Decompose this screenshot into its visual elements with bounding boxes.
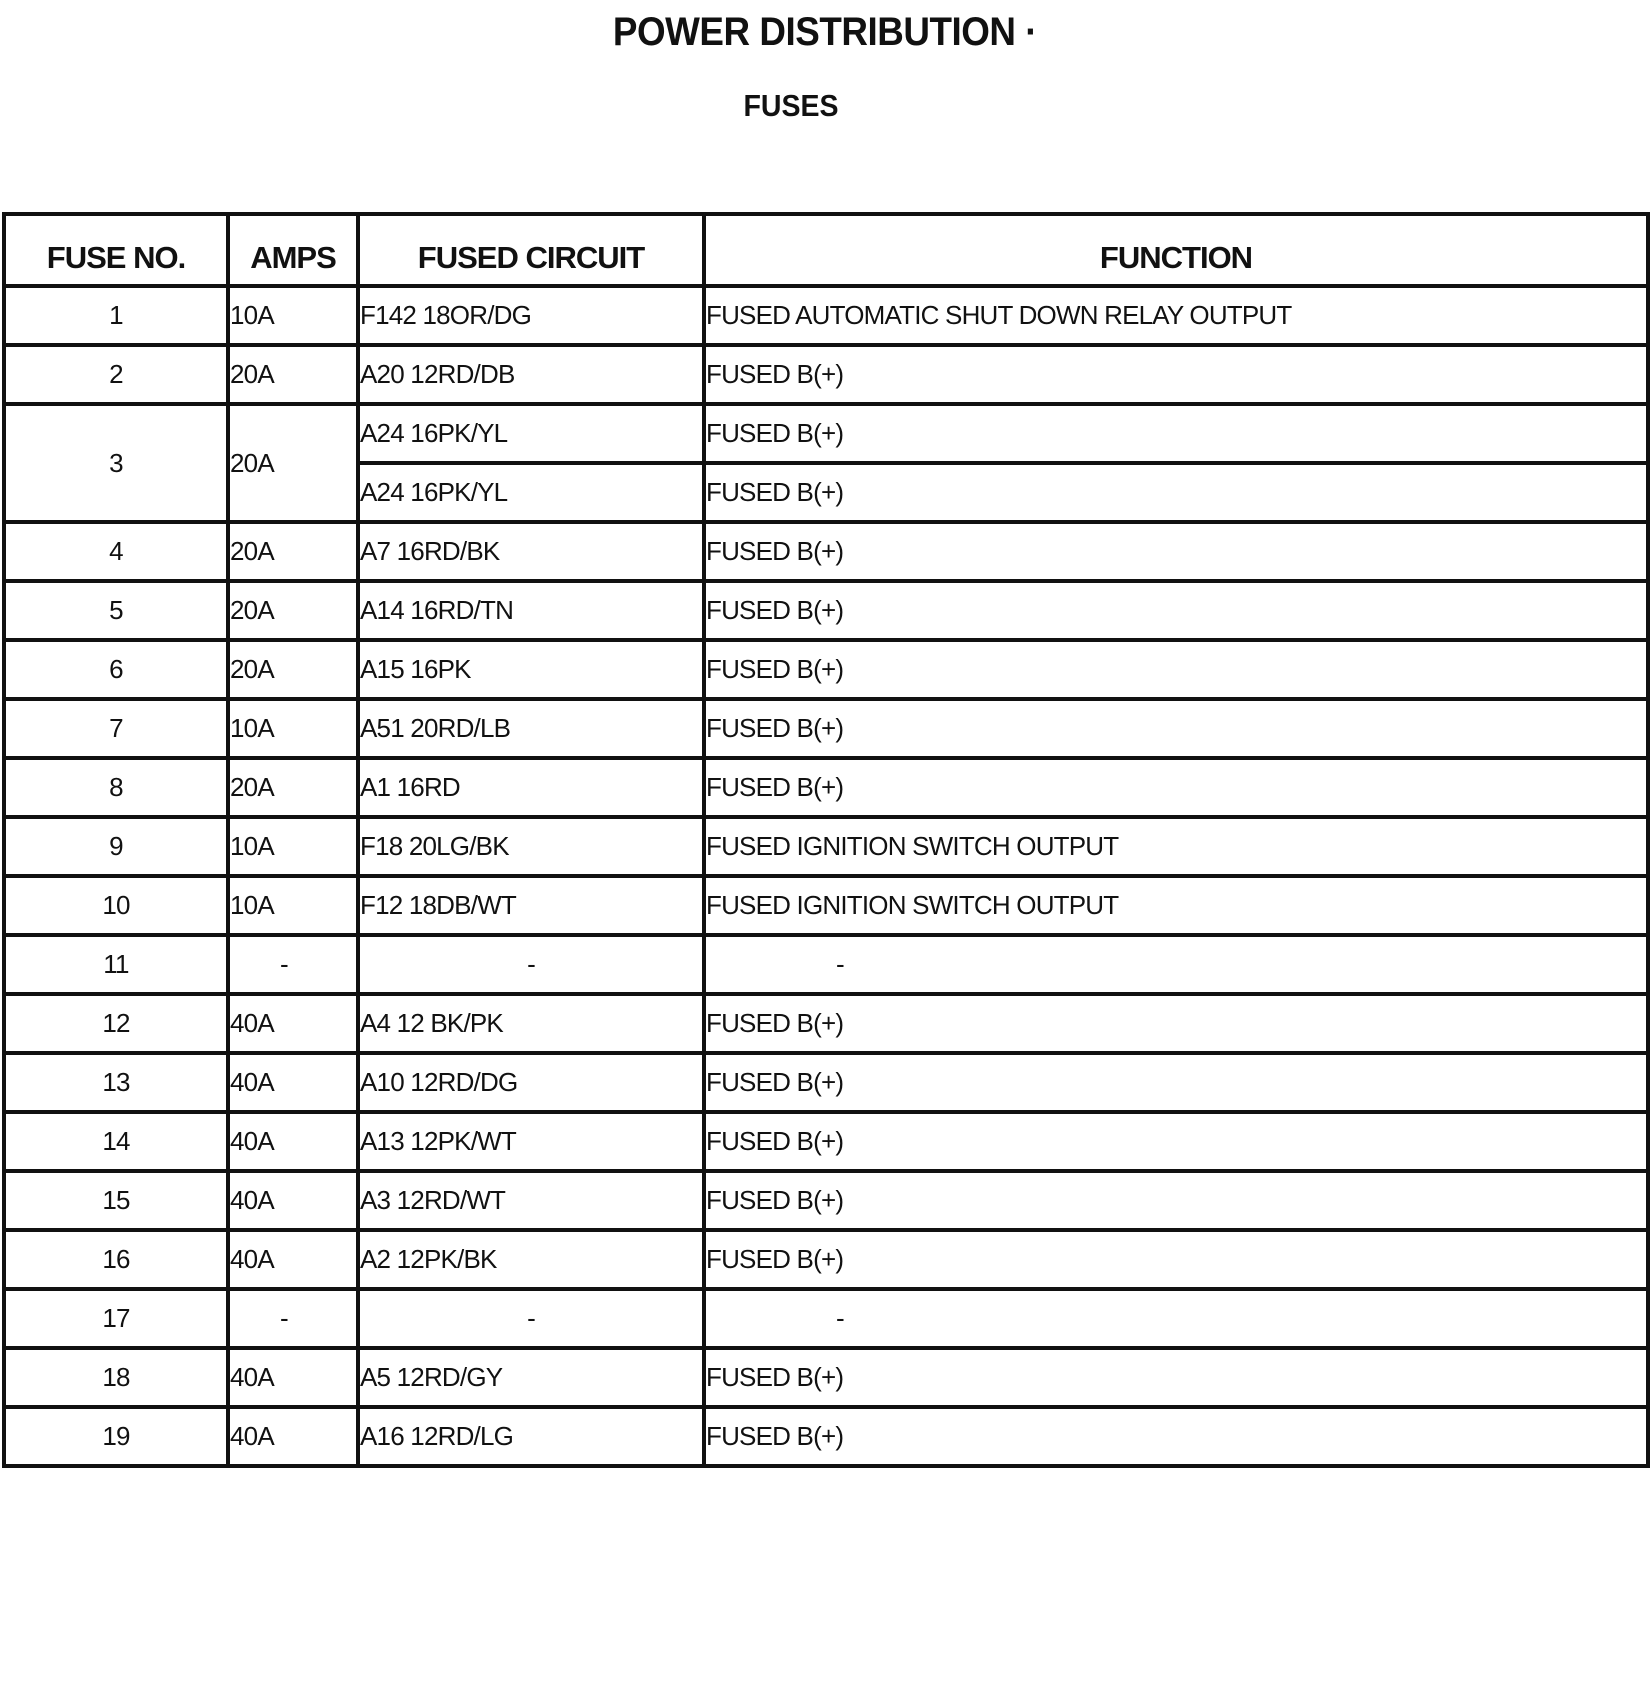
table-row: [4, 1112, 1648, 1171]
fuse-amps: 40A: [228, 994, 358, 1053]
fuse-amps: 10A: [228, 876, 358, 935]
page-subtitle: FUSES: [743, 88, 839, 123]
fused-circuit: A13 12PK/WT: [358, 1112, 704, 1171]
table-row: [4, 286, 1648, 345]
fused-circuit: A3 12RD/WT: [358, 1171, 704, 1230]
table-row: [4, 1407, 1648, 1466]
fuse-amps: 20A: [228, 640, 358, 699]
fuse-number: 8: [4, 758, 228, 817]
fuse-function: FUSED B(+): [704, 1348, 1648, 1407]
fused-circuit: A2 12PK/BK: [358, 1230, 704, 1289]
fuse-function: FUSED B(+): [704, 522, 1648, 581]
fused-circuit: F142 18OR/DG: [358, 286, 704, 345]
fuse-function: FUSED B(+): [704, 699, 1648, 758]
fuse-amps: -: [228, 1289, 358, 1348]
fuse-number: 4: [4, 522, 228, 581]
fuse-number: 6: [4, 640, 228, 699]
table-row: [4, 1053, 1648, 1112]
table-row: [4, 1289, 1648, 1348]
fuse-number: 12: [4, 994, 228, 1053]
table-row: [4, 581, 1648, 640]
table-row: [4, 817, 1648, 876]
fuse-number: 3: [4, 404, 228, 522]
fuse-function: -: [704, 935, 1648, 994]
fuse-amps: 20A: [228, 404, 358, 522]
fuse-function: FUSED B(+): [704, 758, 1648, 817]
fuse-amps: 40A: [228, 1407, 358, 1466]
fused-circuit: F12 18DB/WT: [358, 876, 704, 935]
fuse-number: 13: [4, 1053, 228, 1112]
fuse-function: FUSED B(+): [704, 1407, 1648, 1466]
fuse-amps: 40A: [228, 1053, 358, 1112]
fuse-function: FUSED B(+): [704, 404, 1648, 463]
fuse-number: 7: [4, 699, 228, 758]
fuse-table: [2, 212, 1650, 1468]
fused-circuit: A4 12 BK/PK: [358, 994, 704, 1053]
table-row: [4, 994, 1648, 1053]
fuse-function: FUSED B(+): [704, 1171, 1648, 1230]
fuse-number: 16: [4, 1230, 228, 1289]
fuse-amps: 20A: [228, 758, 358, 817]
fuse-function: FUSED IGNITION SWITCH OUTPUT: [704, 817, 1648, 876]
header-fuse-no: FUSE NO.: [4, 214, 228, 286]
fuse-function: FUSED B(+): [704, 1230, 1648, 1289]
fuse-function: FUSED B(+): [704, 1053, 1648, 1112]
fuse-amps: 40A: [228, 1230, 358, 1289]
table-row: [4, 345, 1648, 404]
fuse-function: -: [704, 1289, 1648, 1348]
fuse-function: FUSED B(+): [704, 640, 1648, 699]
fused-circuit: A20 12RD/DB: [358, 345, 704, 404]
fused-circuit: A15 16PK: [358, 640, 704, 699]
table-row: [4, 1171, 1648, 1230]
fuse-number: 5: [4, 581, 228, 640]
table-header-row: [4, 214, 1648, 286]
fused-circuit: A24 16PK/YL: [358, 404, 704, 463]
fuse-amps: 20A: [228, 522, 358, 581]
table-row: [4, 699, 1648, 758]
table-row: [4, 640, 1648, 699]
fused-circuit: A16 12RD/LG: [358, 1407, 704, 1466]
fuse-function: FUSED B(+): [704, 1112, 1648, 1171]
fuse-amps: -: [228, 935, 358, 994]
fused-circuit: A10 12RD/DG: [358, 1053, 704, 1112]
fused-circuit: A14 16RD/TN: [358, 581, 704, 640]
fuse-amps: 40A: [228, 1112, 358, 1171]
fuse-function: FUSED IGNITION SWITCH OUTPUT: [704, 876, 1648, 935]
fuse-number: 14: [4, 1112, 228, 1171]
fuse-number: 11: [4, 935, 228, 994]
fused-circuit: A51 20RD/LB: [358, 699, 704, 758]
fuse-function: FUSED B(+): [704, 463, 1648, 522]
fuse-number: 10: [4, 876, 228, 935]
fuse-number: 19: [4, 1407, 228, 1466]
fuse-amps: 10A: [228, 699, 358, 758]
header-function: FUNCTION: [704, 214, 1648, 286]
fused-circuit: F18 20LG/BK: [358, 817, 704, 876]
fused-circuit: A7 16RD/BK: [358, 522, 704, 581]
page-title: POWER DISTRIBUTION ·: [612, 10, 1038, 54]
fused-circuit: A5 12RD/GY: [358, 1348, 704, 1407]
fused-circuit: -: [358, 1289, 704, 1348]
fuse-function: FUSED B(+): [704, 994, 1648, 1053]
fuse-function: FUSED B(+): [704, 581, 1648, 640]
fuse-amps: 20A: [228, 345, 358, 404]
fuse-amps: 40A: [228, 1171, 358, 1230]
header-fused-circuit: FUSED CIRCUIT: [358, 214, 704, 286]
table-row: [4, 522, 1648, 581]
header-amps: AMPS: [228, 214, 358, 286]
fuse-number: 1: [4, 286, 228, 345]
fused-circuit: A24 16PK/YL: [358, 463, 704, 522]
table-row: [4, 404, 1648, 463]
fuse-number: 18: [4, 1348, 228, 1407]
fuse-number: 15: [4, 1171, 228, 1230]
fuse-number: 9: [4, 817, 228, 876]
fuse-amps: 40A: [228, 1348, 358, 1407]
fuse-function: FUSED B(+): [704, 345, 1648, 404]
table-row: [4, 876, 1648, 935]
table-row: [4, 1230, 1648, 1289]
table-row: [4, 758, 1648, 817]
table-row: [4, 1348, 1648, 1407]
fused-circuit: -: [358, 935, 704, 994]
fuse-amps: 10A: [228, 286, 358, 345]
fuse-number: 2: [4, 345, 228, 404]
fuse-amps: 10A: [228, 817, 358, 876]
fuse-amps: 20A: [228, 581, 358, 640]
fuse-function: FUSED AUTOMATIC SHUT DOWN RELAY OUTPUT: [704, 286, 1648, 345]
table-row: [4, 935, 1648, 994]
fused-circuit: A1 16RD: [358, 758, 704, 817]
fuse-number: 17: [4, 1289, 228, 1348]
